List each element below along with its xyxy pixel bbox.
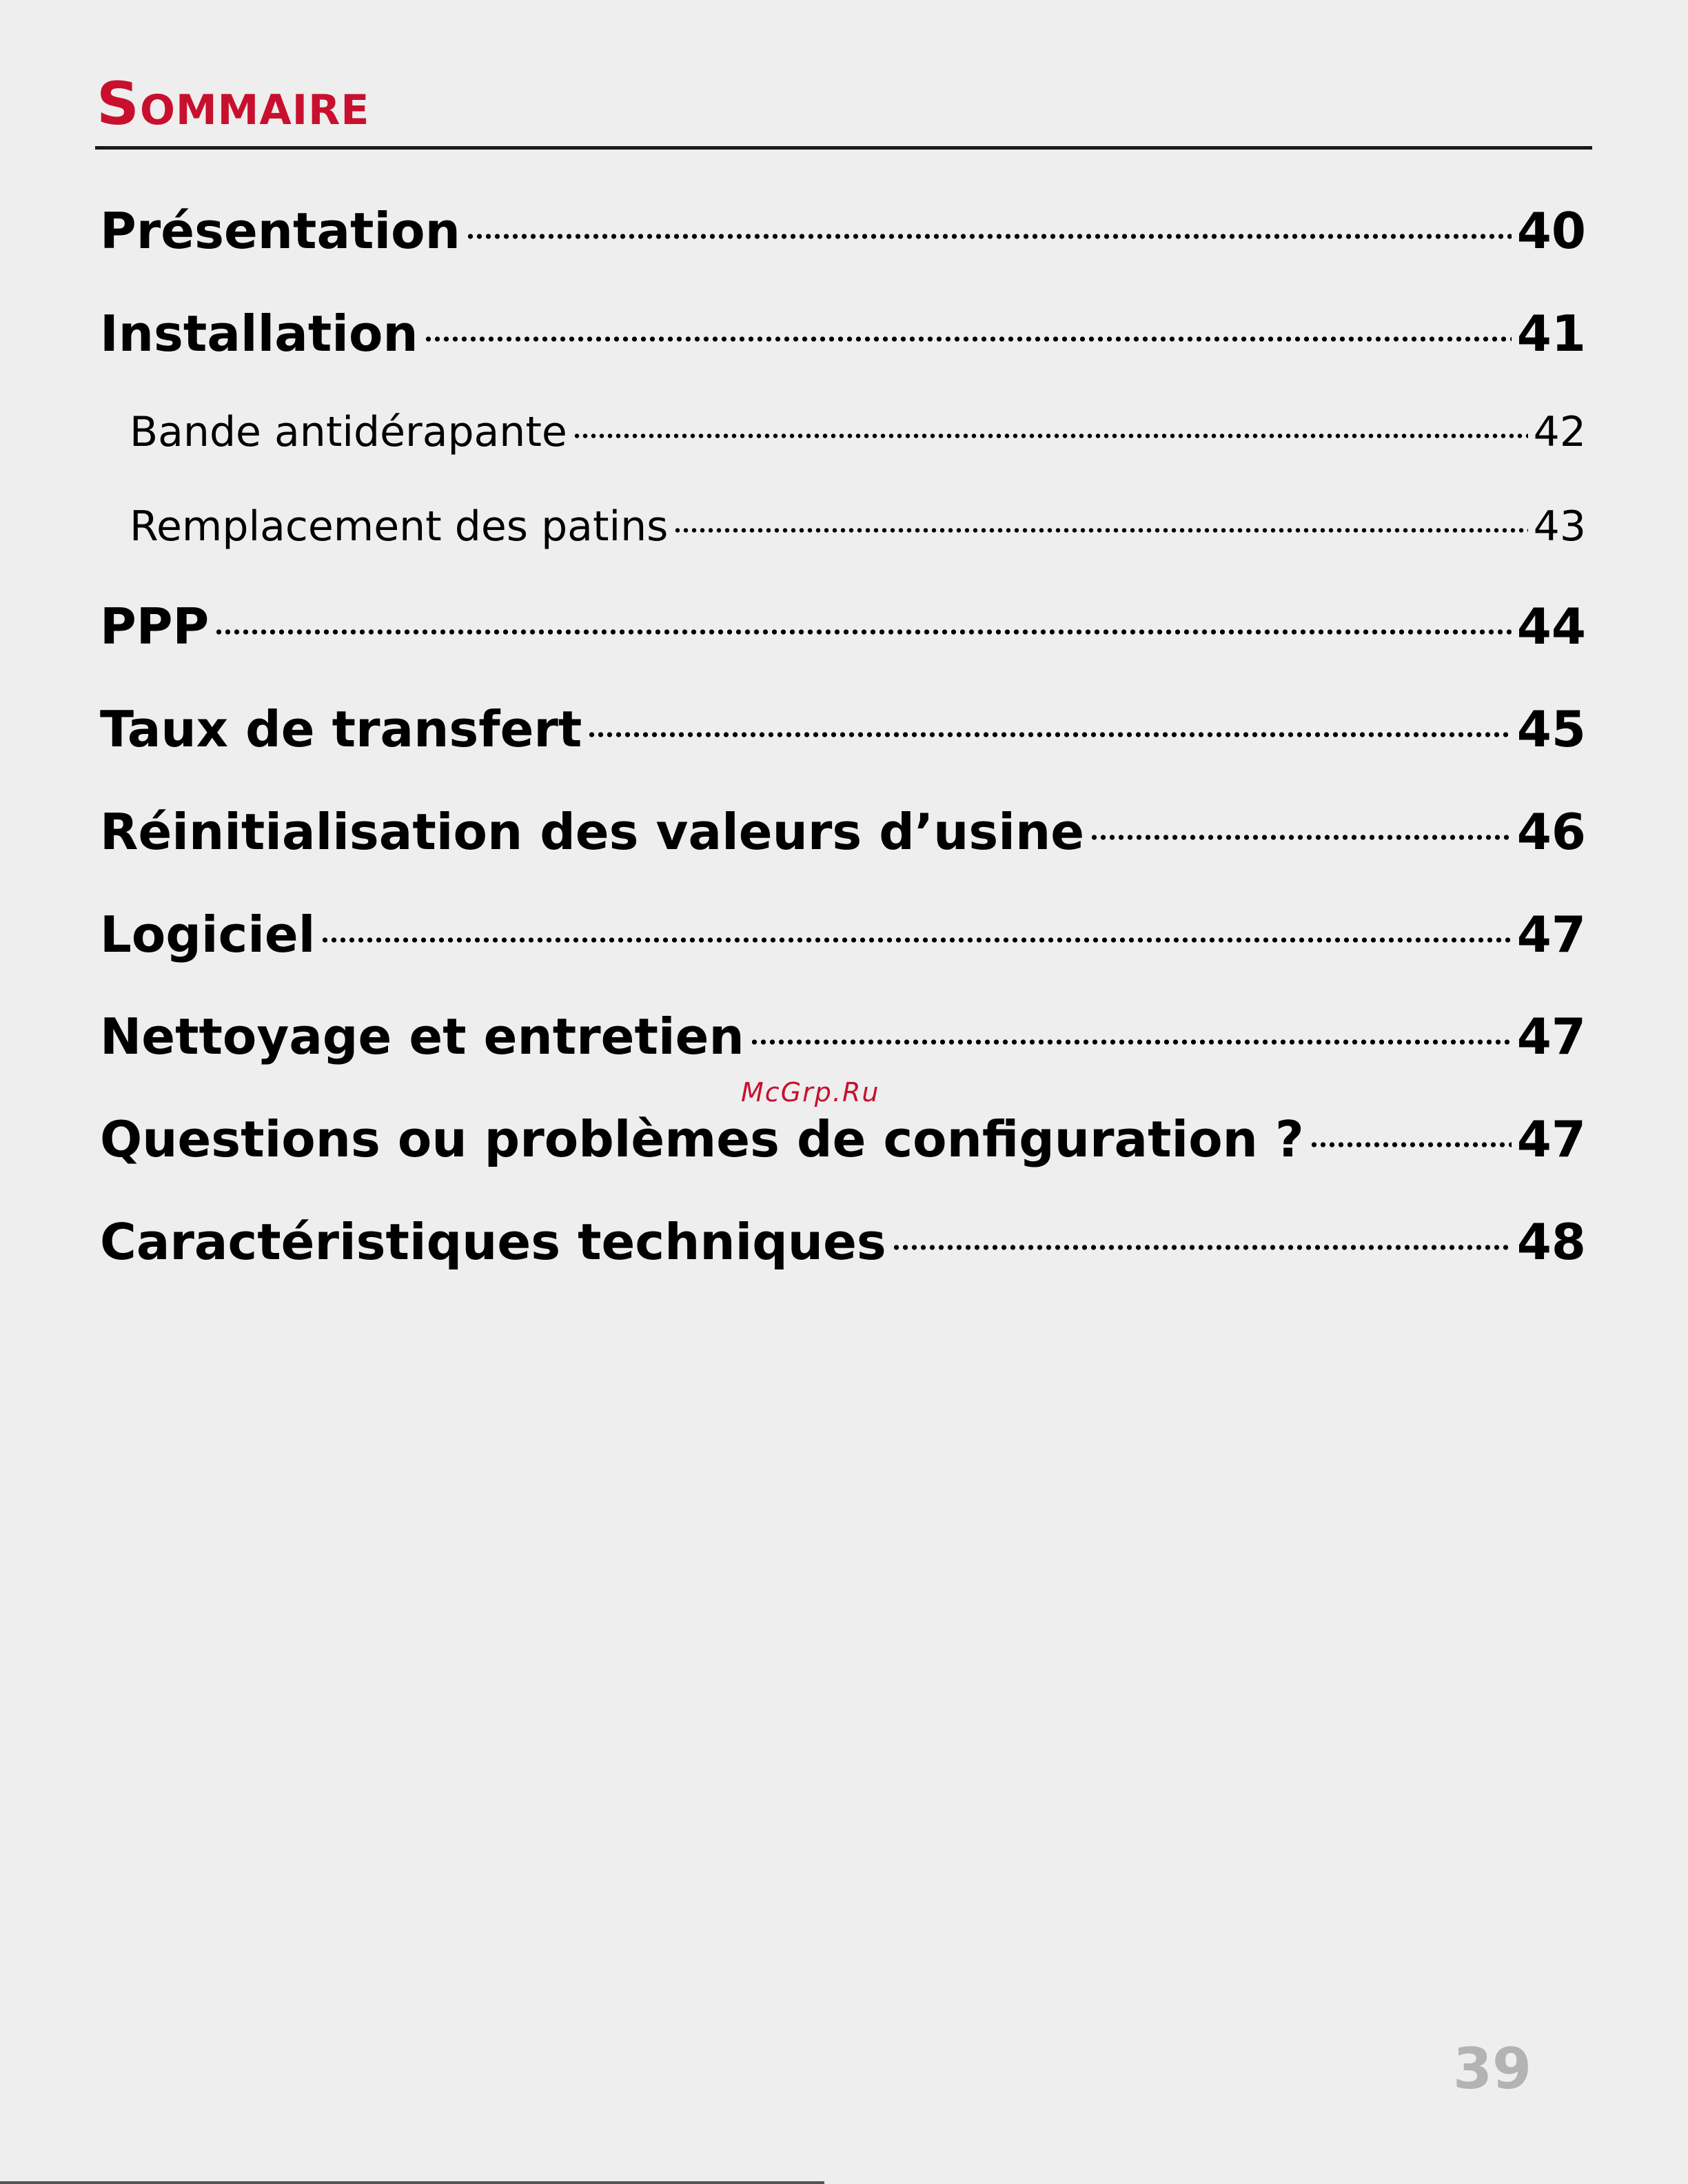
- toc-entry-page: 47: [1516, 1110, 1586, 1168]
- dot-leader: [750, 1004, 1512, 1054]
- dot-leader: [573, 405, 1528, 446]
- toc-entry-label: Taux de transfert: [100, 700, 582, 758]
- dot-leader: [1310, 1107, 1512, 1156]
- dot-leader: [466, 198, 1512, 248]
- toc-entry-page: 47: [1516, 906, 1586, 963]
- toc-entry-page: 41: [1516, 305, 1586, 363]
- dot-leader: [1090, 799, 1512, 849]
- toc-entry-label: Questions ou problèmes de configuration ?: [100, 1110, 1304, 1168]
- dot-leader: [214, 594, 1511, 644]
- title-divider: [95, 146, 1592, 150]
- toc-entry-label: Nettoyage et entretien: [100, 1008, 744, 1065]
- toc-entry-remplacement-des-patins[interactable]: [130, 499, 1586, 551]
- toc-entry-page: 47: [1516, 1008, 1586, 1065]
- toc-entry-label: Installation: [100, 305, 418, 363]
- page-number: 39: [1453, 2037, 1532, 2102]
- dot-leader: [424, 301, 1512, 351]
- toc-entry-label: Caractéristiques techniques: [100, 1213, 886, 1271]
- toc-entry-page: 48: [1516, 1213, 1586, 1271]
- bottom-edge-line: [0, 2181, 824, 2184]
- toc-entry-label: Réinitialisation des valeurs d’usine: [100, 803, 1085, 861]
- watermark: McGrp.Ru: [741, 1077, 880, 1108]
- dot-leader: [892, 1210, 1512, 1259]
- toc-entry-ppp[interactable]: [100, 594, 1586, 655]
- toc-entry-page: 40: [1516, 202, 1586, 260]
- toc-entry-label: PPP: [100, 598, 210, 655]
- toc-entry-page: 44: [1516, 598, 1586, 655]
- toc-entry-presentation[interactable]: [100, 198, 1586, 260]
- toc-entry-caracteristiques-techniques[interactable]: [100, 1210, 1586, 1271]
- toc-entry-questions-ou-problemes[interactable]: [100, 1107, 1586, 1168]
- toc-entry-logiciel[interactable]: [100, 902, 1586, 963]
- dot-leader: [587, 697, 1511, 746]
- toc-entry-page: 43: [1533, 502, 1586, 551]
- toc-entry-label: Présentation: [100, 202, 460, 260]
- toc-entry-label: Logiciel: [100, 906, 316, 963]
- toc-entry-reinitialisation[interactable]: [100, 799, 1586, 861]
- toc-entry-page: 45: [1516, 700, 1586, 758]
- dot-leader: [673, 499, 1527, 540]
- toc-entry-installation[interactable]: [100, 301, 1586, 363]
- toc-entry-page: 46: [1516, 803, 1586, 861]
- toc-entry-label: Bande antidérapante: [130, 408, 567, 456]
- dot-leader: [321, 902, 1511, 952]
- toc-entry-bande-antiderapante[interactable]: [130, 405, 1586, 456]
- toc-entry-nettoyage-et-entretien[interactable]: [100, 1004, 1586, 1065]
- toc-entry-taux-de-transfert[interactable]: [100, 697, 1586, 758]
- toc-entry-page: 42: [1533, 408, 1586, 456]
- toc-entry-label: Remplacement des patins: [130, 502, 669, 551]
- page-title: Sommaire: [96, 70, 370, 139]
